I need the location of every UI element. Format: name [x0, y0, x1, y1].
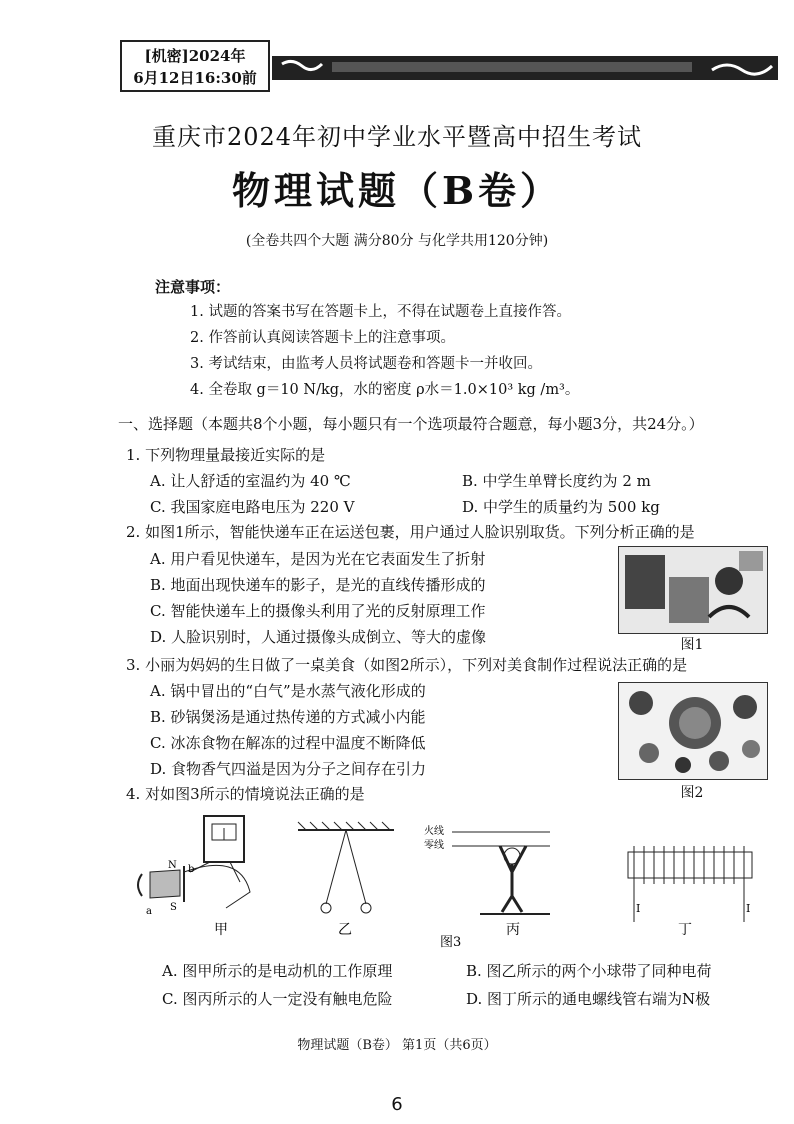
q4-option-d: D. 图丁所示的通电螺线管右端为N极 [466, 990, 711, 1008]
page-footer: 物理试题（B卷） 第1页（共6页） [297, 1038, 497, 1053]
q2-option-c: C. 智能快递车上的摄像头利用了光的反射原理工作 [150, 602, 486, 620]
q4-option-b: B. 图乙所示的两个小球带了同种电荷 [466, 962, 712, 980]
panel-label-yi: 乙 [338, 922, 352, 938]
label-current-left: I [636, 902, 641, 915]
q2-option-d: D. 人脸识别时，人通过摄像头成倒立、等大的虚像 [150, 628, 487, 646]
exam-scope: (全卷共四个大题 满分80分 与化学共用120分钟) [245, 233, 549, 249]
notice-item: 1. 试题的答案书写在答题卡上，不得在试题卷上直接作答。 [190, 304, 571, 320]
panel-jia-generator [138, 816, 250, 917]
figure-3-diagram [130, 812, 770, 952]
panel-ding-solenoid [628, 846, 752, 922]
question-1-stem: 1. 下列物理量最接近实际的是 [126, 446, 326, 464]
q4-option-c: C. 图丙所示的人一定没有触电危险 [162, 990, 393, 1008]
figure-1-caption: 图1 [680, 637, 704, 653]
notice-item: 3. 考试结束，由监考人员将试题卷和答题卡一并收回。 [190, 356, 542, 372]
q4-option-a: A. 图甲所示的是电动机的工作原理 [162, 962, 393, 980]
exam-name: 重庆市2024年初中学业水平暨高中招生考试 [151, 123, 643, 151]
q3-option-c: C. 冰冻食物在解冻的过程中温度不断降低 [150, 734, 426, 752]
label-b: b [188, 864, 195, 875]
q1-option-b: B. 中学生单臂长度约为 2 m [462, 472, 651, 490]
section-heading: 一、选择题（本题共8个小题，每小题只有一个选项最符合题意，每小题3分，共24分。） [118, 415, 704, 433]
page-number: 6 [391, 1094, 403, 1115]
q1-option-d: D. 中学生的质量约为 500 kg [462, 498, 660, 516]
label-a: a [146, 906, 152, 917]
notice-item: 2. 作答前认真阅读答题卡上的注意事项。 [190, 330, 455, 346]
figure-1-photo [618, 546, 768, 634]
panel-label-ding: 丁 [678, 922, 692, 938]
panel-label-bing: 丙 [506, 922, 520, 938]
panel-yi-hanging-balls [298, 822, 394, 913]
confidential-box [120, 40, 270, 92]
q3-option-b: B. 砂锅煲汤是通过热传递的方式减小内能 [150, 708, 426, 726]
q2-option-b: B. 地面出现快递车的影子，是光的直线传播形成的 [150, 576, 486, 594]
paper-title: 物理试题（B卷） [231, 168, 563, 213]
label-zero-wire: 零线 [424, 840, 444, 851]
confidential-line-2: 6月12日16:30前 [133, 69, 257, 87]
q1-option-c: C. 我国家庭电路电压为 220 V [150, 498, 355, 516]
panel-bing-person-wire [424, 824, 550, 914]
notice-item: 4. 全卷取 g＝10 N/kg，水的密度 ρ水＝1.0×10³ kg /m³。 [190, 382, 580, 398]
confidential-line-1: [机密]2024年 [144, 47, 246, 65]
notice-heading: 注意事项： [155, 278, 231, 296]
label-n: N [168, 860, 177, 871]
figure-2-photo [618, 682, 768, 780]
label-fire-wire: 火线 [424, 826, 444, 837]
figure-3-caption: 图3 [440, 935, 462, 950]
decorative-band [272, 50, 778, 86]
label-current-right: I [746, 902, 751, 915]
q2-option-a: A. 用户看见快递车，是因为光在它表面发生了折射 [150, 550, 486, 568]
label-s: S [170, 902, 177, 913]
question-4-stem: 4. 对如图3所示的情境说法正确的是 [126, 785, 365, 803]
q3-option-a: A. 锅中冒出的“白气”是水蒸气液化形成的 [150, 682, 426, 700]
q1-option-a: A. 让人舒适的室温约为 40 ℃ [150, 472, 351, 490]
question-2-stem: 2. 如图1所示，智能快递车正在运送包裹，用户通过人脸识别取货。下列分析正确的是 [126, 523, 695, 541]
q3-option-d: D. 食物香气四溢是因为分子之间存在引力 [150, 760, 427, 778]
question-3-stem: 3. 小丽为妈妈的生日做了一桌美食（如图2所示），下列对美食制作过程说法正确的是 [126, 656, 688, 674]
figure-2-caption: 图2 [680, 785, 704, 801]
panel-label-jia: 甲 [214, 922, 228, 938]
